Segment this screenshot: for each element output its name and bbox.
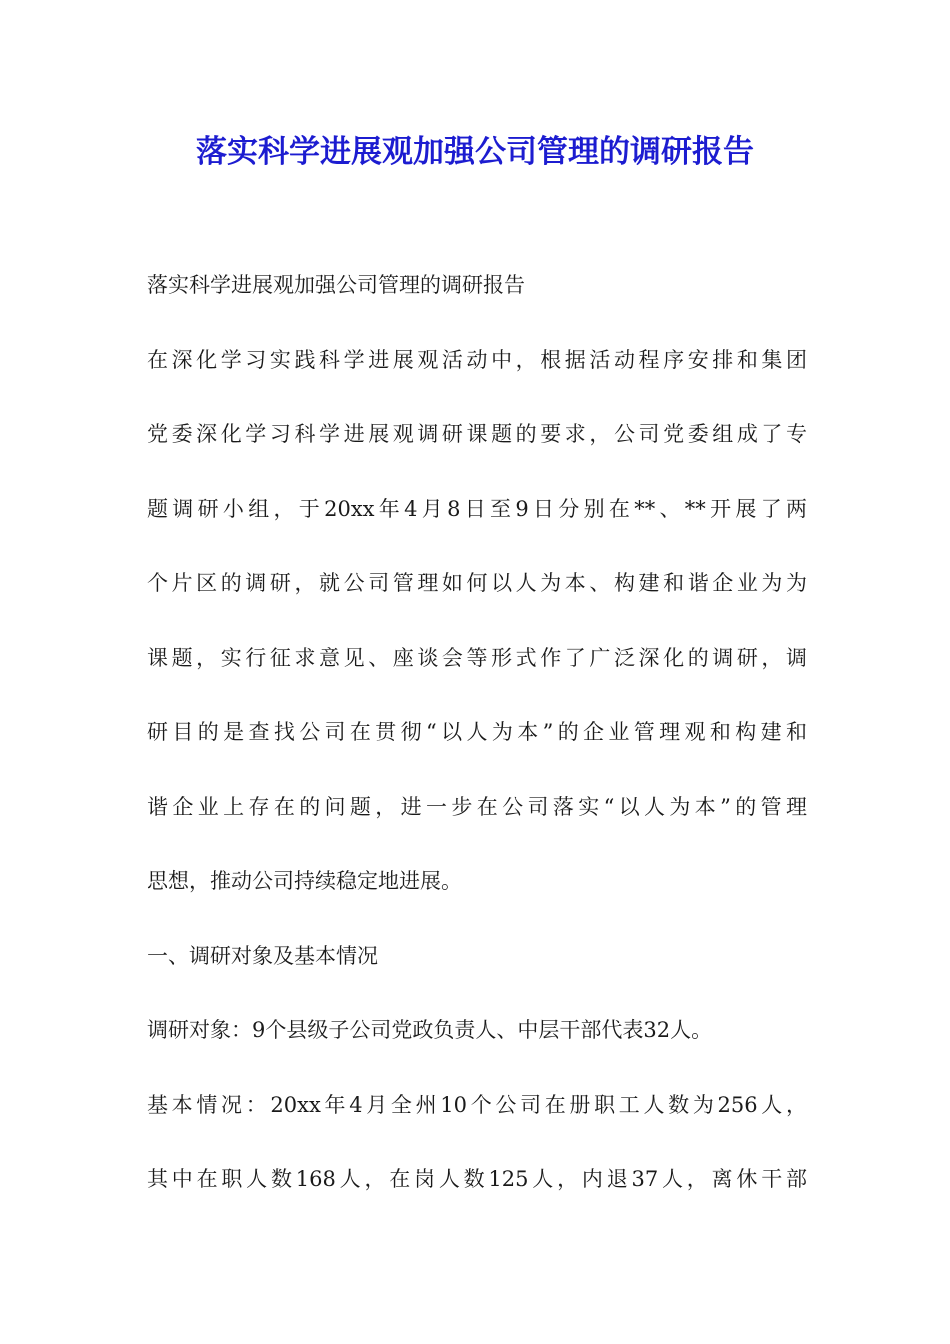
subjects-line: 调研对象：9个县级子公司党政负责人、中层干部代表32人。 — [147, 1018, 713, 1042]
intro-line-8: 思想，推动公司持续稳定地进展。 — [147, 869, 462, 893]
intro-line-3: 题调研小组，于20xx年4月8日至9日分别在**、**开展了两 — [147, 496, 807, 521]
intro-line-7: 谐企业上存在的问题，进一步在公司落实“以人为本”的管理 — [147, 794, 807, 819]
section-heading: 一、调研对象及基本情况 — [147, 943, 378, 968]
document-title: 落实科学进展观加强公司管理的调研报告 — [196, 134, 754, 170]
intro-line-4: 个片区的调研，就公司管理如何以人为本、构建和谐企业为为 — [147, 571, 807, 595]
basic-line-1: 基本情况：20xx年4月全州10个公司在册职工人数为256人， — [147, 1092, 807, 1117]
intro-line-1: 在深化学习实践科学进展观活动中，根据活动程序安排和集团 — [147, 347, 807, 372]
document-subtitle: 落实科学进展观加强公司管理的调研报告 — [147, 273, 525, 297]
document-body — [147, 263, 807, 1202]
basic-line-2: 其中在职人数168人，在岗人数125人，内退37人，离休干部 — [147, 1167, 807, 1191]
intro-line-6: 研目的是查找公司在贯彻“以人为本”的企业管理观和构建和 — [147, 720, 807, 744]
intro-line-2: 党委深化学习科学进展观调研课题的要求，公司党委组成了专 — [147, 422, 807, 446]
intro-line-5: 课题，实行征求意见、座谈会等形式作了广泛深化的调研，调 — [147, 645, 807, 670]
